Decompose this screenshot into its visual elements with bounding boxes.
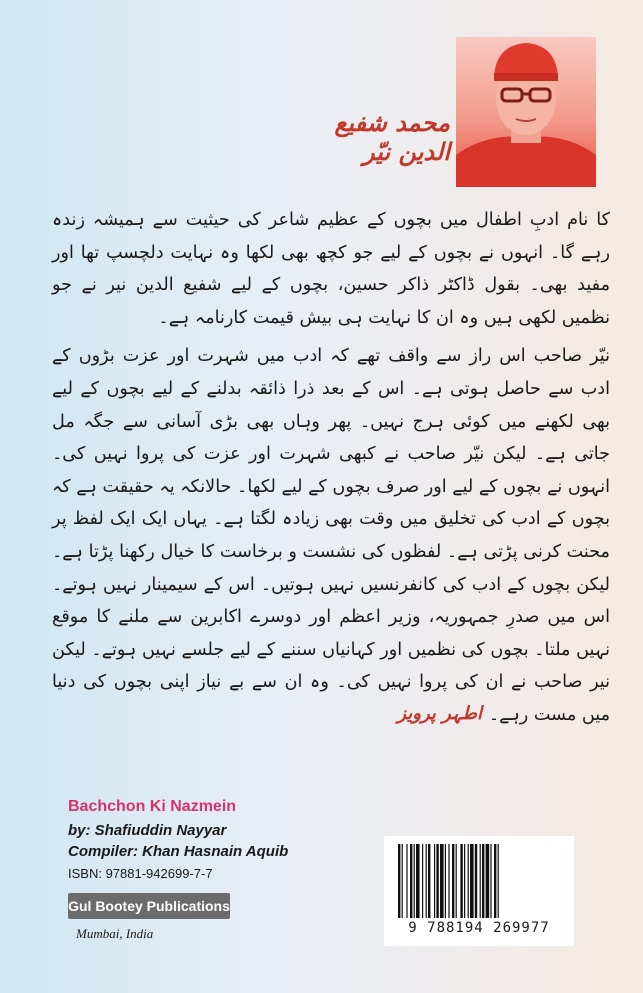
- signature: اطہر پرویز: [397, 703, 482, 724]
- isbn-barcode: [384, 836, 574, 946]
- blurb-paragraph-2: نیّر صاحب اس راز سے واقف تھے کہ ادب میں شہرت اور عزت بڑوں کے ادب سے حاصل ہوتی ہے۔ اس کے بعد ذرا ذائقہ بدلنے کے لیے بچوں کے لیے بھی لکھنے میں کوئی ہرج نہیں۔ پھر وہاں بھی بڑی آسانی سے جگہ مل جاتی ہے۔ لیکن نیّر صاحب نے کبھی شہرت اور عزت کی پروا نہیں کی۔ انہوں نے بچوں کے لیے اور صرف بچوں کے لیے لکھا۔ حالانکہ یہ حقیقت ہے کہ بچوں کے ادب کی تخلیق میں وقت بھی زیادہ لگتا ہے۔ یہاں ایک ایک لفظ پر محنت کرنی پڑتی ہے۔ لفظوں کی نشست و برخاست کا خیال رکھنا پڑتا ہے۔ لیکن بچوں کے ادب کی کانفرنسیں نہیں ہوتیں۔ اس کے سیمینار نہیں ہوتے۔ اس میں صدرِ جمہوریہ، وزیر اعظم اور دوسرے اکابرین سے ملنے کا موقع نہیں ملتا۔ بچوں کی نظمیں اور کہانیاں سننے کے لیے جلسے نہیں ہوتے۔ لیکن نیر صاحب نے ان کی پروا نہیں کی۔ وہ ان سے بے نیاز اپنی بچوں کی دنیا میں مست رہے۔: [52, 346, 610, 725]
- city-label: Mumbai, India: [76, 926, 154, 941]
- author-heading: محمد شفیع الدین نیّر: [334, 108, 450, 166]
- book-title: Bachchon Ki Nazmein: [68, 798, 237, 815]
- compiler-credit: Compiler: Khan Hasnain Aquib: [68, 843, 289, 860]
- author-portrait-photo: [456, 37, 596, 187]
- barcode-number: 9 788194 269977: [408, 920, 550, 936]
- author-credit: by: Shafiuddin Nayyar: [68, 822, 227, 839]
- blurb-text: [52, 204, 610, 738]
- blurb-paragraph-1: کا نام ادبِ اطفال میں بچوں کے عظیم شاعر کی حیثیت سے ہمیشہ زندہ رہے گا۔ انہوں نے بچوں کے لیے جو کچھ بھی لکھا وہ نہایت دلچسپ تھا اور مفید بھی۔ بقول ڈاکٹر ذاکر حسین، بچوں کے لیے شفیع الدین نیر نے جو نظمیں لکھی ہیں وہ ان کا نہایت ہی بیش قیمت کارنامہ ہے۔: [52, 210, 610, 328]
- isbn-text: ISBN: 97881-942699-7-7: [68, 866, 213, 881]
- barcode-bars: [384, 836, 574, 920]
- publisher-label: Gul Bootey Publications: [68, 893, 230, 919]
